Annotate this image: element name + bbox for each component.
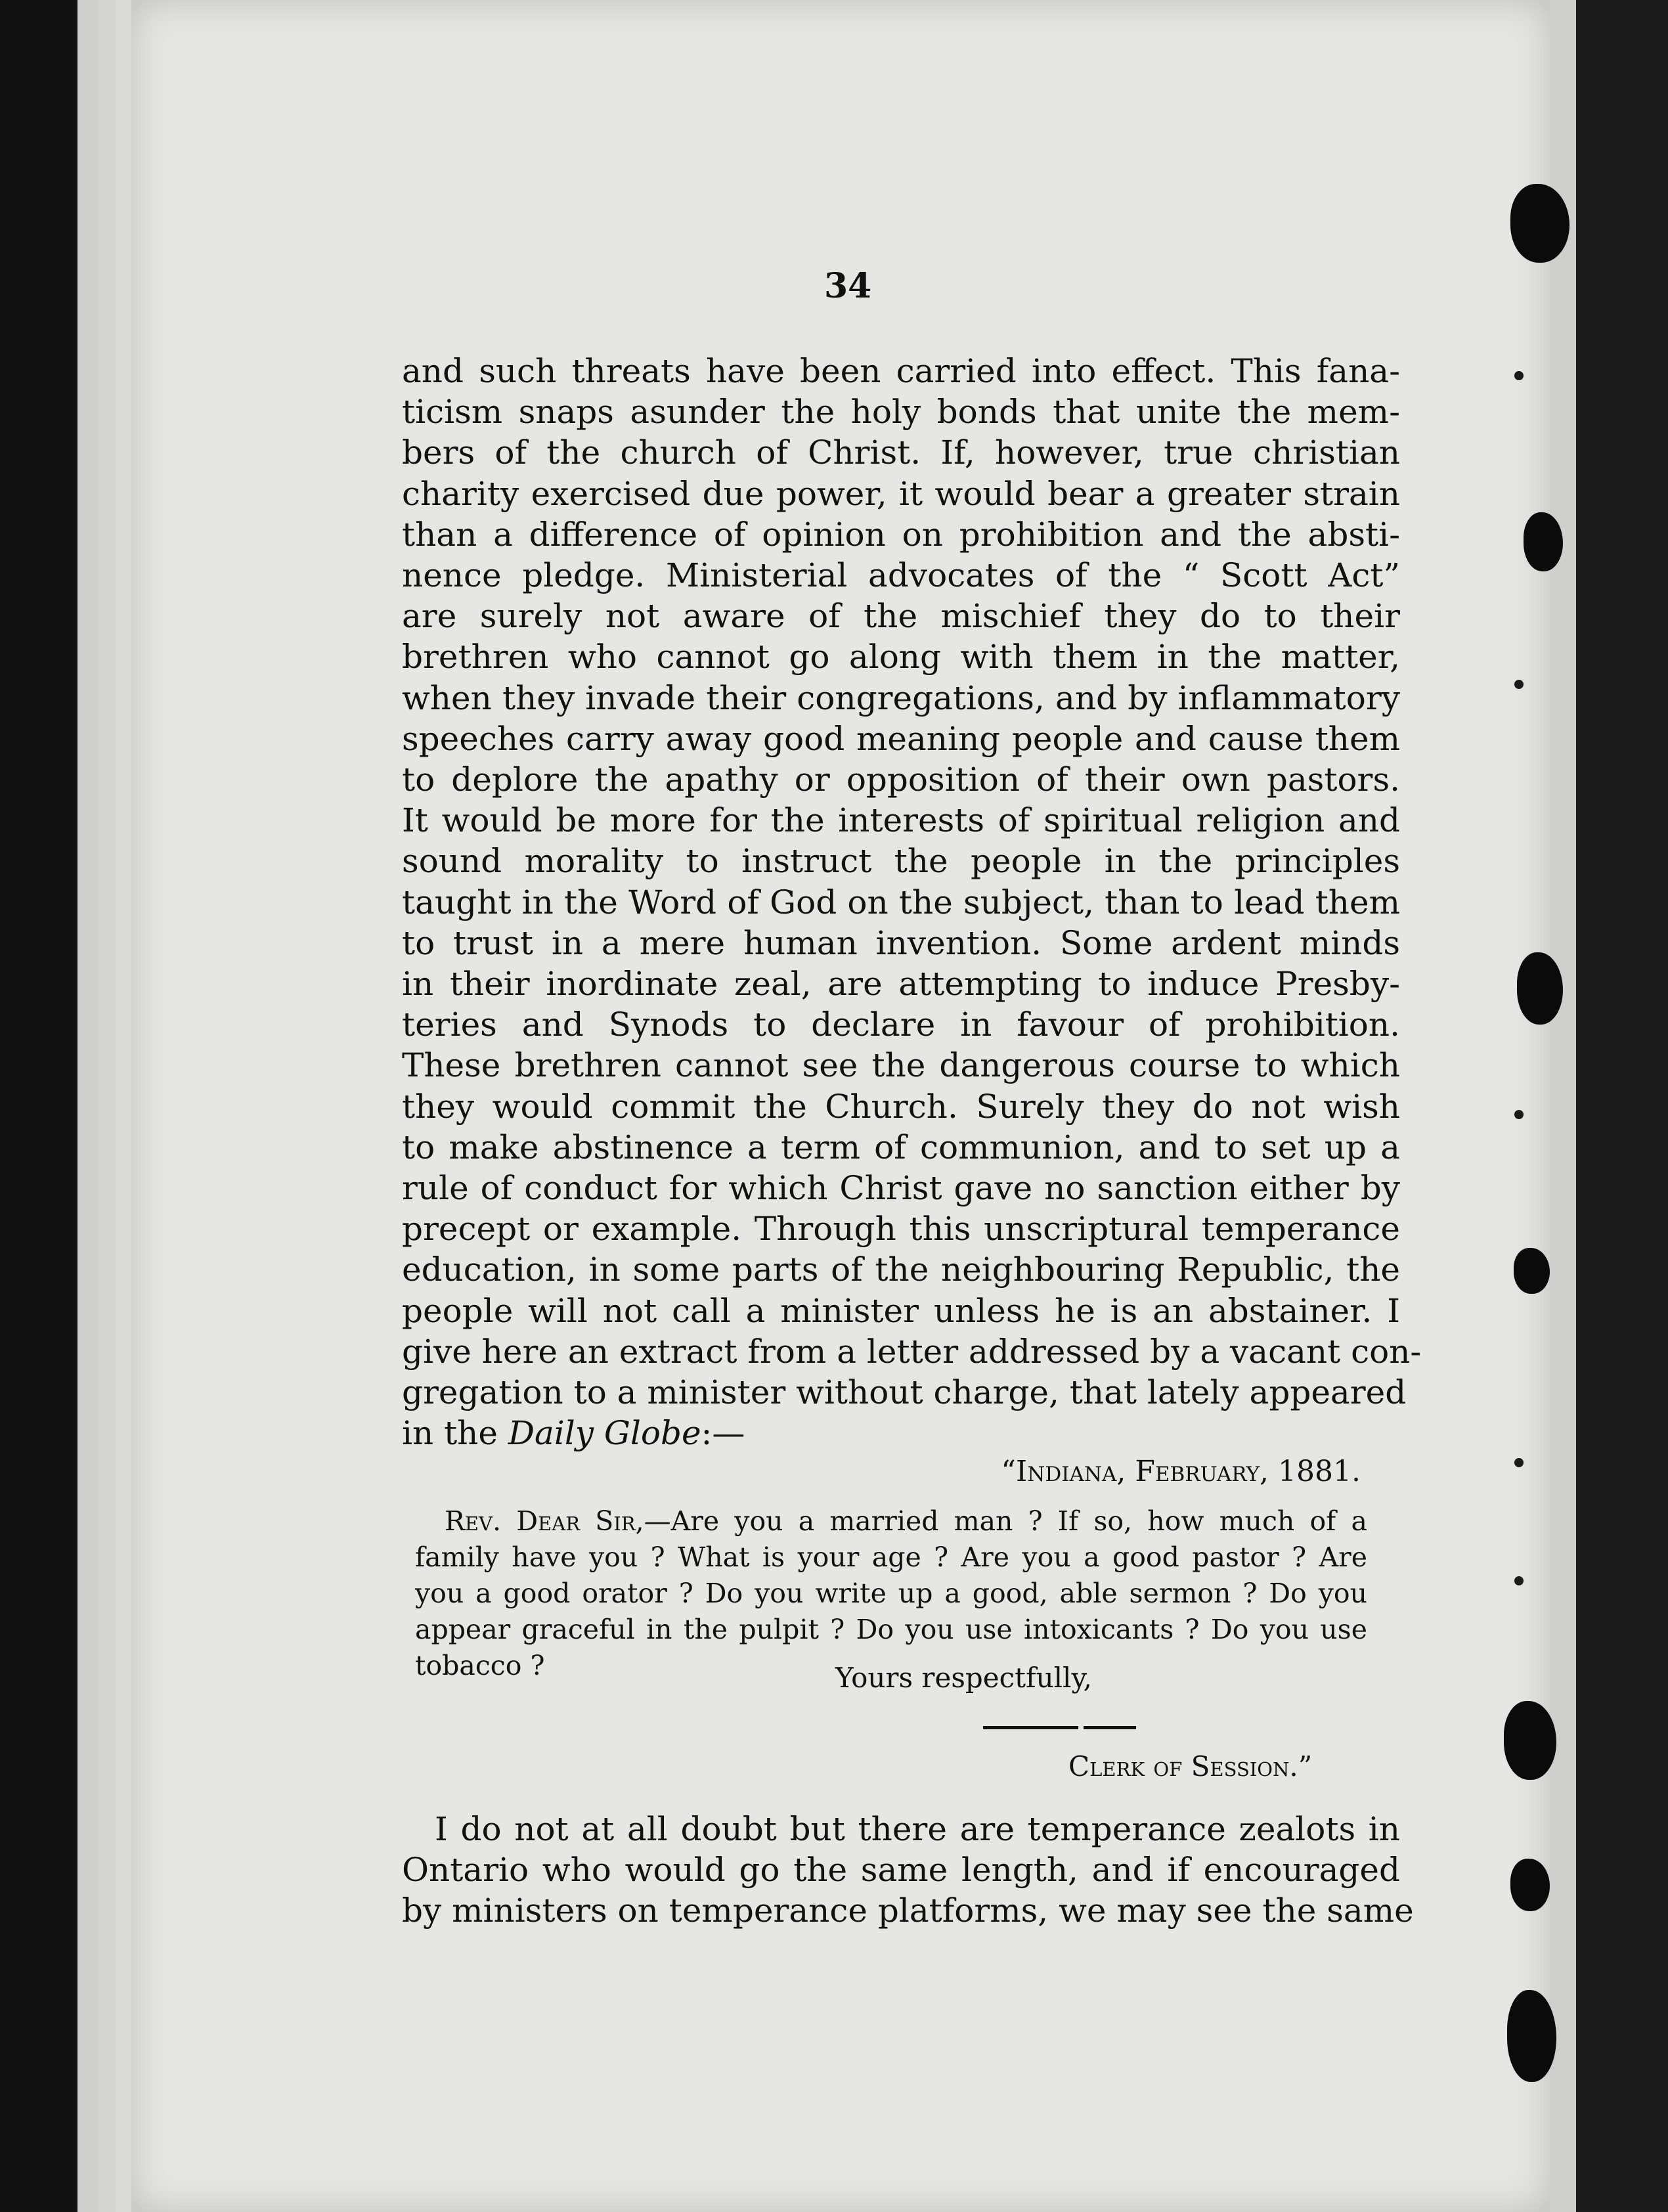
- letter-line: tobacco ?: [415, 1650, 545, 1681]
- ink-blot: [1524, 512, 1563, 571]
- letter-line: Rev. Dear Sir,—Are you a married man ? If so, how much of a: [445, 1505, 1367, 1537]
- letter-salutation: Rev. Dear Sir,: [445, 1505, 644, 1537]
- text-line: they would commit the Church. Surely they do not wish: [402, 1087, 1400, 1126]
- ink-blot: [1514, 1248, 1550, 1294]
- signature-rule: [1084, 1726, 1136, 1729]
- letter-closing: Yours respectfully,: [835, 1662, 1092, 1694]
- speck: [1514, 1576, 1524, 1585]
- text-line: I do not at all doubt but there are temperance zealots in: [435, 1810, 1400, 1848]
- ink-blot: [1507, 1990, 1556, 2082]
- text-line: These brethren cannot see the dangerous course to which: [402, 1046, 1400, 1085]
- text-line: precept or example. Through this unscriptural temperance: [402, 1210, 1400, 1249]
- text-line: in their inordinate zeal, are attempting to induce Presby-: [402, 965, 1400, 1003]
- text-line: are surely not aware of the mischief they do to their: [402, 597, 1400, 636]
- text-line: gregation to a minister without charge, that lately appeared: [402, 1373, 1407, 1411]
- letter-signature: Clerk of Session.”: [1068, 1750, 1313, 1782]
- text-line: education, in some parts of the neighbouring Republic, the: [402, 1250, 1400, 1289]
- text-line: rule of conduct for which Christ gave no sanction either by: [402, 1169, 1400, 1207]
- letter-line: you a good orator ? Do you write up a good, able sermon ? Do you: [415, 1578, 1367, 1609]
- facing-page-edge: [1576, 0, 1668, 2212]
- speck: [1514, 371, 1524, 380]
- letter-line: family have you ? What is your age ? Are you a good pastor ? Are: [415, 1541, 1367, 1573]
- text-line: sound morality to instruct the people in the principles: [402, 842, 1400, 881]
- text-line: bers of the church of Christ. If, however, true christian: [402, 433, 1400, 472]
- text-line: It would be more for the interests of spiritual religion and: [402, 801, 1400, 840]
- signature-rule: [983, 1726, 1078, 1729]
- text-line: to deplore the apathy or opposition of their own pastors.: [402, 761, 1400, 799]
- text-line: to trust in a mere human invention. Some ardent minds: [402, 923, 1400, 962]
- text-line: give here an extract from a letter addressed by a vacant con-: [402, 1332, 1422, 1371]
- text-line: people will not call a minister unless he is an abstainer. I: [402, 1291, 1400, 1330]
- speck: [1514, 680, 1524, 689]
- text-line: in the Daily Globe:—: [402, 1414, 745, 1453]
- ink-blot: [1504, 1701, 1556, 1780]
- text-line: Ontario who would go the same length, and if encouraged: [402, 1851, 1400, 1889]
- ink-blot: [1510, 1859, 1550, 1911]
- text-line: and such threats have been carried into effect. This fana-: [402, 352, 1400, 390]
- letter-line: appear graceful in the pulpit ? Do you use intoxicants ? Do you use: [415, 1614, 1367, 1645]
- text-line: charity exercised due power, it would bear a greater strain: [402, 474, 1400, 513]
- text-line: by ministers on temperance platforms, we may see the same: [402, 1891, 1414, 1930]
- text-line: when they invade their congregations, and by inflammatory: [402, 678, 1400, 717]
- page-number: 34: [824, 266, 872, 306]
- ink-blot: [1517, 952, 1563, 1025]
- text-line: taught in the Word of God on the subject, than to lead them: [402, 883, 1400, 921]
- text-line: ticism snaps asunder the holy bonds that unite the mem-: [402, 393, 1400, 431]
- speck: [1514, 1458, 1524, 1467]
- text-line: brethren who cannot go along with them in the matter,: [402, 638, 1400, 676]
- binding-edge: [1550, 0, 1576, 2212]
- newspaper-name: Daily Globe: [508, 1414, 701, 1453]
- speck: [1514, 1110, 1524, 1119]
- ink-blot: [1510, 184, 1569, 263]
- text-line: than a difference of opinion on prohibition and the absti-: [402, 515, 1400, 554]
- text-line: to make abstinence a term of communion, and to set up a: [402, 1128, 1400, 1166]
- text-line: speeches carry away good meaning people and cause them: [402, 719, 1400, 758]
- text-line: nence pledge. Ministerial advocates of the “ Scott Act”: [402, 556, 1400, 594]
- text-line: teries and Synods to declare in favour of prohibition.: [402, 1006, 1400, 1044]
- letter-dateline: “Indiana, February, 1881.: [1001, 1455, 1361, 1488]
